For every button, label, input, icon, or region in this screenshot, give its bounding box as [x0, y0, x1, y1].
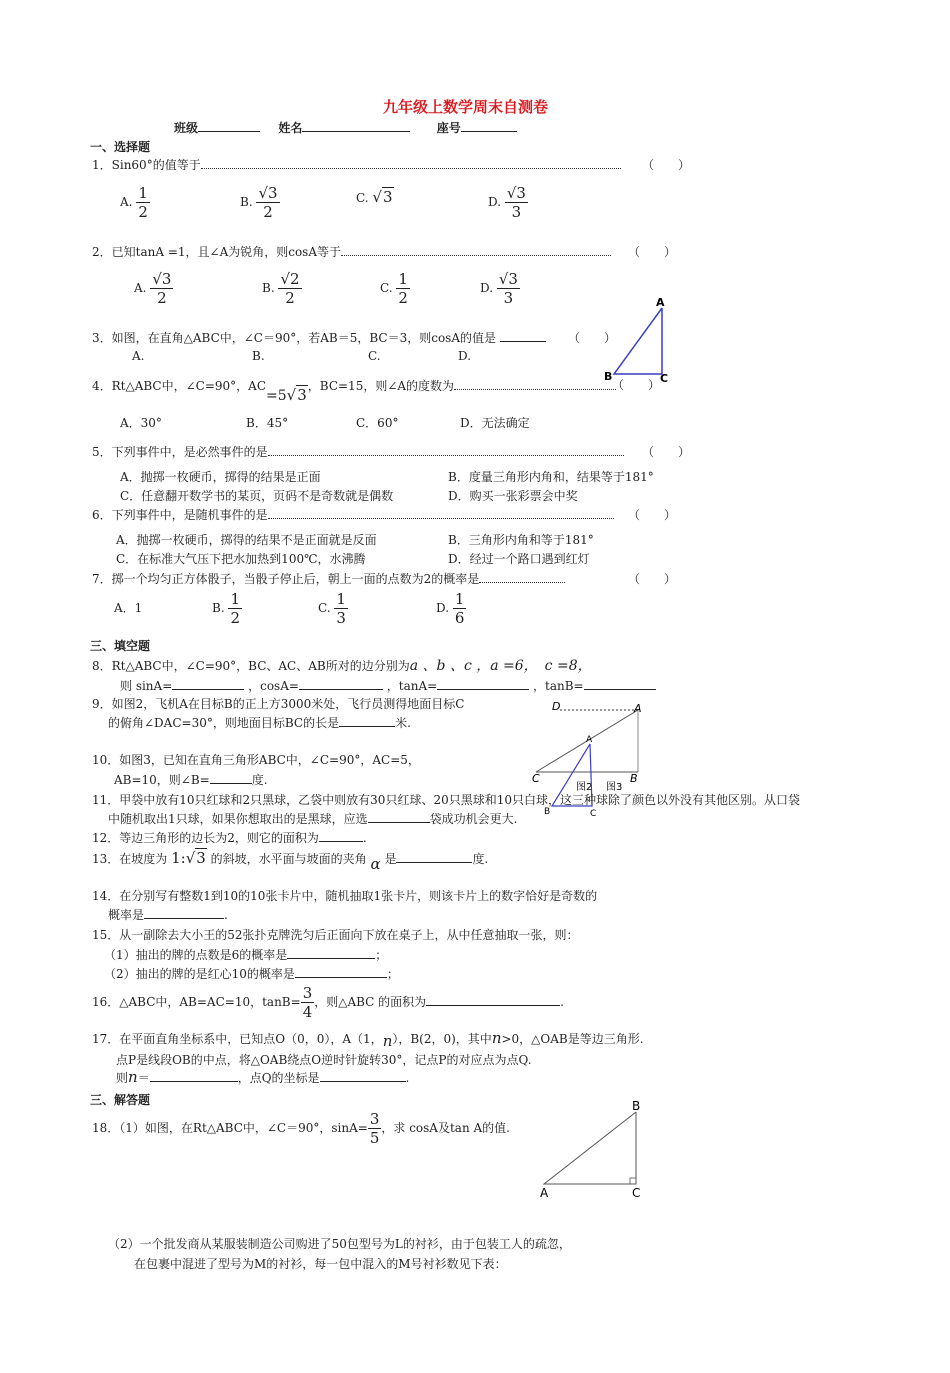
q9-line2: 的俯角∠DAC=30°，则地面目标BC的长是 米. — [108, 716, 411, 730]
q9-blank[interactable] — [339, 714, 395, 727]
q1-option-d[interactable]: D. $\frac{√3}{3}$ — [488, 184, 526, 221]
q14-line1: 14．在分别写有整数1到10的10张卡片中，随机抽取1张卡片，则该卡片上的数字恰好是奇数的 — [92, 889, 598, 903]
q15-sub1-blank[interactable] — [287, 946, 375, 959]
q3-triangle — [614, 308, 662, 374]
name-label: 姓名 — [278, 121, 303, 135]
q5-paren: （ ） — [642, 445, 691, 459]
q4-option-d[interactable]: D．无法确定 — [460, 416, 530, 430]
q2-stem: 2．已知tanA =1，且∠A为锐角，则cosA等于 — [92, 243, 611, 260]
q14-blank[interactable] — [144, 906, 224, 919]
q18-part2-line2: 在包裹中混进了型号为M的衬衫，每一包中混入的M号衬衫数见下表： — [134, 1257, 507, 1271]
q2-option-d[interactable]: D. $\frac{√3}{3}$ — [480, 270, 518, 307]
fig3-label-a: A — [586, 735, 593, 745]
q1-paren: （ ） — [642, 158, 691, 172]
q5-option-c[interactable]: C．任意翻开数学书的某页，页码不是奇数就是偶数 — [120, 489, 394, 503]
section-fill: 三、填空题 — [90, 639, 151, 653]
fig2-caption: 图2 — [576, 782, 593, 793]
q17-line3: 则n＝ ，点Q的坐标是 . — [116, 1068, 410, 1086]
q7-option-d[interactable]: D. $\frac{1}{6}$ — [436, 590, 465, 627]
q18-right-angle-mark — [630, 1178, 636, 1184]
q2-paren: （ ） — [628, 245, 677, 259]
q3-stem: 3．如图，在直角△ABC中，∠C＝90°，若AB＝5，BC＝3，则cosA的值是 — [92, 329, 546, 346]
q15-sub2: （2）抽出的牌的是红心10的概率是 ； — [104, 967, 399, 981]
q5-option-d[interactable]: D．购买一张彩票会中奖 — [448, 489, 578, 503]
name-blank[interactable] — [302, 119, 410, 132]
class-blank[interactable] — [198, 119, 260, 132]
q3-option-a[interactable]: A. — [132, 349, 145, 363]
q1-option-c[interactable]: C. √3 — [356, 188, 393, 206]
section-choice: 一、选择题 — [90, 140, 151, 154]
q5-option-b[interactable]: B．度量三角形内角和，结果等于181° — [448, 470, 654, 484]
q8-line1: 8．Rt△ABC中，∠C=90°，BC、AC、AB所对的边分别为a 、b 、c ，a =6， c =8， — [92, 658, 592, 674]
q16-blank[interactable] — [426, 993, 560, 1006]
q3-label-b: B — [604, 370, 613, 383]
q12-line: 12．等边三角形的边长为2，则它的面积为 . — [92, 831, 367, 845]
q5-stem: 5．下列事件中，是必然事件的是 — [92, 443, 624, 460]
q17-n-blank[interactable] — [150, 1069, 238, 1082]
q2-option-b[interactable]: B. $\frac{√2}{2}$ — [262, 270, 300, 307]
fig3-label-c: C — [590, 809, 597, 819]
fig2-label-a: A — [634, 702, 642, 715]
fig2-label-b: B — [630, 772, 638, 785]
q8-tan-blank[interactable] — [437, 677, 529, 690]
q18-triangle — [544, 1112, 636, 1184]
q13-blank[interactable] — [396, 850, 472, 863]
q13-line: 13．在坡度为 1:√3 的斜坡，水平面与坡面的夹角 α 是 度. — [92, 849, 489, 873]
q6-option-a[interactable]: A．抛掷一枚硬币，掷得的结果不是正面就是反面 — [116, 533, 377, 547]
page-title: 九年级上数学周末自测卷 — [383, 98, 549, 116]
q3-option-d[interactable]: D. — [458, 349, 472, 363]
q18-label-c: C — [632, 1186, 641, 1200]
seat-blank[interactable] — [461, 119, 517, 132]
q7-option-b[interactable]: B. $\frac{1}{2}$ — [212, 590, 241, 627]
q4-stem: 4．Rt△ABC中，∠C=90°，AC=5√3，BC=15，则∠A的度数为 — [92, 376, 616, 394]
q11-line1: 11．甲袋中放有10只红球和2只黑球，乙袋中则放有30只红球、20只黑球和10只白球，这三种球除了颜色以外没有其他区别。从口袋 — [92, 793, 800, 807]
q10-line1: 10．如图3，已知在直角三角形ABC中，∠C=90°，AC=5， — [92, 753, 420, 767]
seat-label: 座号 — [436, 121, 461, 135]
section-answer: 三、解答题 — [90, 1093, 151, 1107]
q18-triangle-figure — [536, 1098, 652, 1202]
q8-tanb-blank[interactable] — [584, 677, 656, 690]
q1-stem: 1．Sin60°的值等于 — [92, 156, 621, 173]
q15-line1: 15．从一副除去大小王的52张扑克牌洗匀后正面向下放在桌子上，从中任意抽取一张，则： — [92, 928, 579, 942]
fig2-label-c: C — [532, 772, 540, 785]
q1-option-b[interactable]: B. $\frac{√3}{2}$ — [240, 184, 278, 221]
q6-option-d[interactable]: D．经过一个路口遇到红灯 — [448, 552, 590, 566]
q3-option-b[interactable]: B. — [252, 349, 265, 363]
q4-option-c[interactable]: C．60° — [356, 416, 399, 430]
q3-triangle-figure — [600, 296, 680, 386]
q6-option-c[interactable]: C．在标准大气压下把水加热到100℃，水沸腾 — [116, 552, 366, 566]
q18-label-a: A — [540, 1186, 549, 1200]
q10-blank[interactable] — [210, 771, 252, 784]
q17-line1: 17．在平面直角坐标系中，已知点O（0，0），A（1，n），B(2，0)，其中n>0，△OAB是等边三角形. — [92, 1029, 644, 1050]
q7-paren: （ ） — [628, 572, 677, 586]
q7-stem: 7．掷一个均匀正方体骰子，当骰子停止后，朝上一面的点数为2的概率是 — [92, 570, 565, 587]
q6-stem: 6．下列事件中，是随机事件的是 — [92, 506, 614, 523]
q4-option-b[interactable]: B．45° — [246, 416, 289, 430]
fig3-caption: 图3 — [606, 782, 623, 793]
q6-paren: （ ） — [628, 508, 677, 522]
q8-sin-blank[interactable] — [172, 677, 244, 690]
q10-line2: AB=10，则∠B= 度. — [114, 773, 268, 787]
class-label: 班级 — [174, 121, 199, 135]
q8-line2: 则 sinA= ，cosA= ，tanA= ，tanB= — [120, 677, 656, 694]
q5-option-a[interactable]: A．抛掷一枚硬币，掷得的结果是正面 — [120, 470, 321, 484]
q8-cos-blank[interactable] — [299, 677, 383, 690]
q3-paren: （ ） — [568, 331, 617, 345]
q2-option-c[interactable]: C. $\frac{1}{2}$ — [380, 270, 408, 307]
q12-blank[interactable] — [319, 829, 363, 842]
fig2-label-d: D — [552, 700, 561, 713]
q7-option-a[interactable]: A．1 — [114, 601, 143, 615]
fig3-label-b: B — [544, 807, 551, 817]
q2-option-a[interactable]: A. $\frac{√3}{2}$ — [134, 270, 172, 307]
q7-option-c[interactable]: C. $\frac{1}{3}$ — [318, 590, 346, 627]
q11-blank[interactable] — [368, 810, 430, 823]
q17-q-blank[interactable] — [320, 1069, 406, 1082]
q11-line2: 中随机取出1只球，如果你想取出的是黑球，应选 袋成功机会更大. — [108, 812, 518, 826]
q4-paren: （ ） — [612, 378, 661, 392]
q6-option-b[interactable]: B．三角形内角和等于181° — [448, 533, 594, 547]
q1-option-a[interactable]: A. $\frac{1}{2}$ — [120, 184, 148, 221]
q3-label-c: C — [660, 372, 669, 385]
q9-line1: 9．如图2，飞机A在目标B的正上方3000米处，飞行员测得地面目标C — [92, 697, 465, 711]
q14-line2: 概率是 . — [108, 908, 228, 922]
q17-line2: 点P是线段OB的中点，将△OAB绕点O逆时针旋转30°，记点P的对应点为点Q. — [116, 1053, 532, 1067]
q15-sub2-blank[interactable] — [295, 965, 387, 978]
q18-label-b: B — [632, 1099, 641, 1113]
q3-option-c[interactable]: C. — [368, 349, 381, 363]
q18-part2-line1: （2）一个批发商从某服装制造公司购进了50包型号为L的衬衫，由于包装工人的疏忽， — [108, 1237, 571, 1251]
header-fields — [174, 119, 517, 136]
q15-sub1: （1）抽出的牌的点数是6的概率是 ； — [104, 948, 388, 962]
q4-option-a[interactable]: A．30° — [120, 416, 162, 430]
q16-line: 16．△ABC中，AB=AC=10，tanB= $\frac{3}{4}$ ，则△ABC 的面积为 . — [92, 984, 564, 1021]
q3-label-a: A — [656, 296, 665, 309]
q18-part1: 18．（1）如图，在Rt△ABC中，∠C＝90°，sinA= $\frac{3}{5}$ ，求 cosA及tan A的值. — [92, 1110, 510, 1147]
